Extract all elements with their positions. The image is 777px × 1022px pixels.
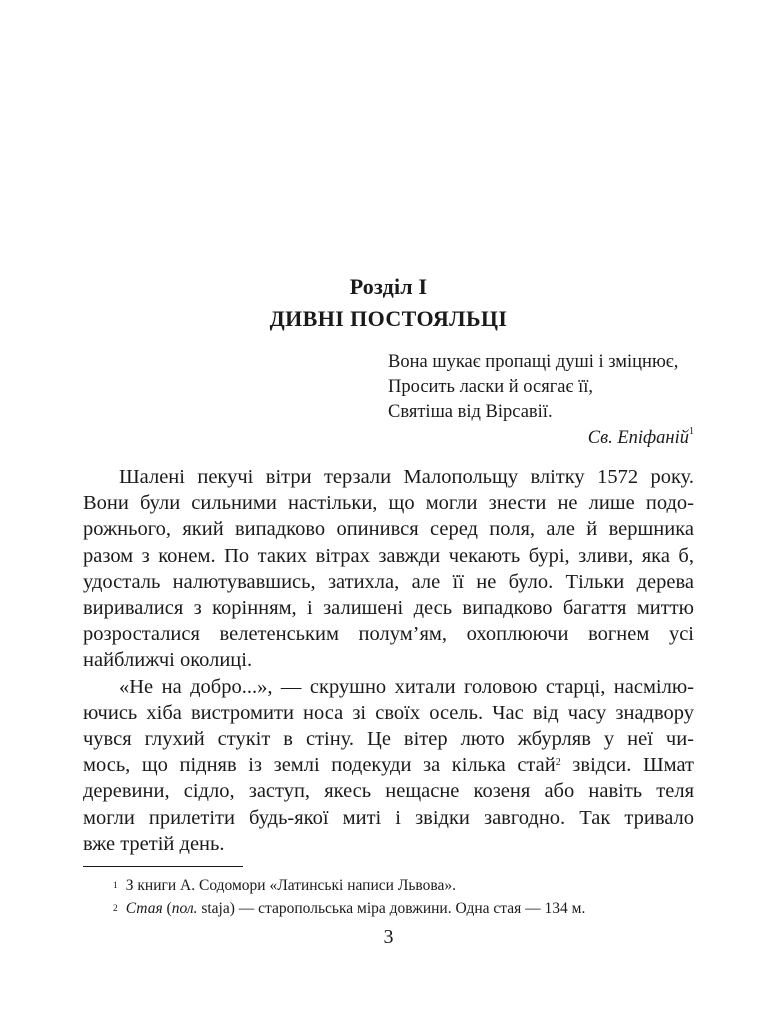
text-line: чувся глухий стукіт в стіну. Це вітер люто жбурляв у неї чи- — [83, 728, 694, 751]
footnote-text: ( — [162, 900, 172, 917]
footnote-ref: 1 — [689, 426, 694, 437]
text-line: удосталь налютувавшись, затихла, але її не було. Тільки дерева — [83, 570, 694, 593]
text-line: вже третій день. — [83, 832, 225, 855]
text-line: ючись хіба вистромити носа зі своїх осель. Час від часу знадвору — [83, 701, 694, 724]
text-segment: звідси. Шмат — [560, 754, 694, 777]
paragraph — [83, 674, 694, 857]
chapter-title: ДИВНІ ПОСТОЯЛЬЦІ — [269, 306, 508, 331]
epigraph-line: Просить ласки й осягає її, — [388, 377, 593, 397]
epigraph-line: Святіша від Вірсавії. — [388, 402, 553, 422]
footnotes — [113, 874, 713, 920]
chapter-body — [83, 464, 694, 857]
epigraph-author — [588, 428, 694, 449]
footnote-number: 2 — [113, 904, 118, 914]
text-line: могли прилетіти будь-якої миті і звідки завгодно. Так тривало — [83, 806, 694, 829]
epigraph-author-name: Св. Епіфаній — [587, 428, 689, 448]
epigraph — [388, 350, 698, 425]
text-segment: мось, що підняв із землі подекуди за кілька стай — [83, 754, 556, 777]
footnote — [113, 897, 713, 920]
footnote-text: staja) — старопольська міра довжини. Одна стая — 134 м. — [197, 900, 586, 917]
text-line: розросталися велетенським полум’ям, охоплюючи вогнем усі — [83, 623, 694, 646]
text-line: «Не на добро...», — скрушно хитали головою старці, насмілю- — [119, 675, 694, 698]
text-line: Вони були сильними настільки, що могли знести не лише подо- — [83, 492, 694, 515]
footnote — [113, 874, 713, 897]
footnote-divider — [83, 866, 243, 867]
footnote-term: Стая — [125, 900, 163, 917]
footnote-number: 1 — [113, 881, 118, 891]
text-line: Шалені пекучі вітри терзали Малопольщу влітку 1572 року. — [119, 466, 694, 488]
chapter-number: Розділ I — [349, 274, 428, 299]
text-line: разом з конем. По таких вітрах завжди чекають бурі, зливи, яка б, — [83, 544, 694, 567]
footnote-abbr: пол. — [171, 900, 198, 917]
paragraph — [83, 464, 694, 674]
text-line: найближчі околиці. — [83, 649, 253, 672]
text-line: деревини, сідло, заступ, якесь нещасне козеня або навіть теля — [83, 780, 694, 803]
text-line: виривалися з корінням, і залишені десь випадково багаття миттю — [83, 597, 694, 620]
text-line: рожнього, який випадково опинився серед поля, але й вершника — [83, 518, 694, 541]
epigraph-line: Вона шукає пропащі душі і зміцнює, — [388, 352, 679, 372]
footnote-text: З книги А. Содомори «Латинські написи Львова». — [125, 877, 456, 894]
page-number: 3 — [383, 926, 394, 948]
footnote-ref: 2 — [555, 757, 561, 769]
text-line — [83, 752, 694, 778]
